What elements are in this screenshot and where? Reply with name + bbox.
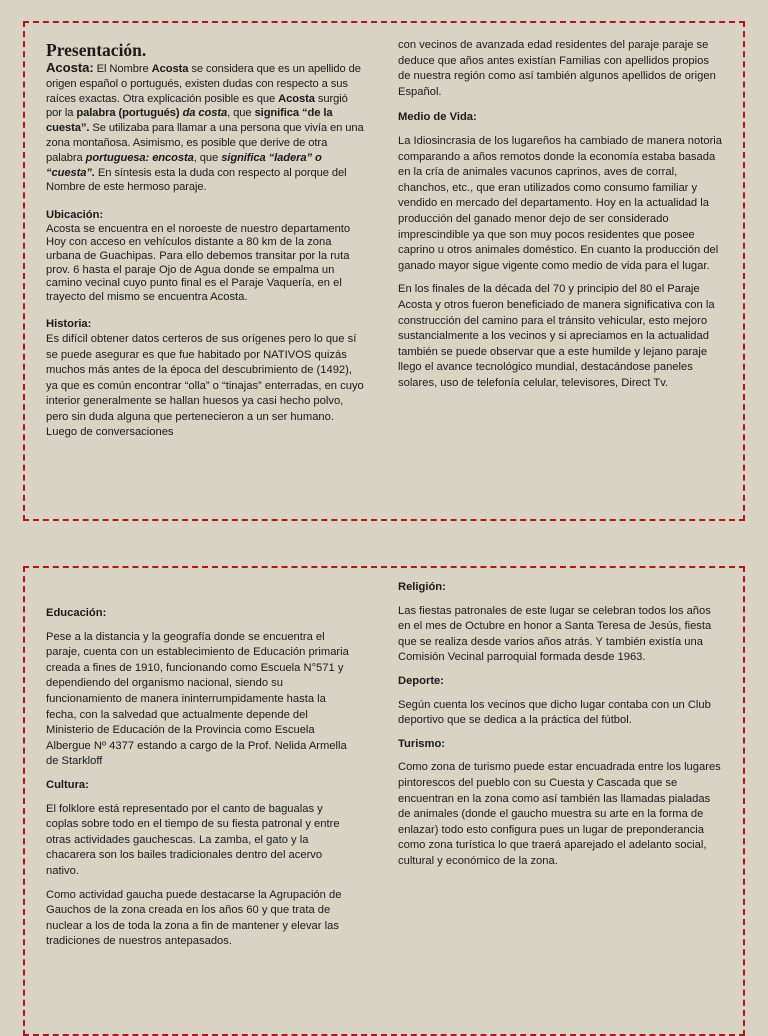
presentation-lead: Acosta:: [46, 60, 94, 75]
right-column: [398, 38, 724, 391]
deporte-text: Según cuenta los vecinos que dicho lugar contaba con un Club deportivo que se dedica a la práctica del fútbol.: [398, 698, 711, 727]
presentation-title: Presentación.: [46, 40, 147, 60]
ubicacion-heading: Ubicación:: [46, 209, 104, 222]
historia-heading: Historia:: [46, 318, 92, 331]
text-span: surgió por la: [46, 92, 348, 120]
right-column: [398, 580, 724, 870]
religion-heading: Religión:: [398, 581, 446, 593]
cultura-p1: El folklore está representado por el canto de bagualas y coplas sobre todo en el tiempo de su fiesta patronal y entre otras actividades gauchescas. La zamba, el gato y la chacarera son los bailes tradicionales dentro del acervo nativo.: [46, 802, 340, 877]
text-span: Se utilizaba para llamar a una persona que vivía en una zona montañosa. Asimismo, es posible que derive de otra palabra: [46, 122, 364, 164]
ubicacion-line2: Hoy con acceso en vehículos distante a 80 km de la zona urbana de Guachipas. Para ello debemos transitar por la ruta prov. 6 hasta el paraje Ojo de Agua donde se empalma un camino vecinal cuyo punto final es el Paraje Vaquería, en el trayecto del mismo se encuentra Acosta.: [46, 236, 350, 303]
bold-italic-span: significa “ladera” o “cuesta”.: [46, 151, 322, 179]
medio-de-vida-p2: En los finales de la década del 70 y principio del 80 el Paraje Acosta y otros fueron beneficiado de manera significativa con la construcción del camino para el tránsito vehicular, esto mejoro sustancialmente a los vecinos y si apreciamos en la actualidad también se puede observar que a este humilde y lejano paraje llego el avance tecnológico mundial, destacándose paneles solares, uso de telefonía celular, televisores, Direct Tv.: [398, 283, 715, 389]
page-panel-1: [23, 21, 745, 521]
historia-text: Es difícil obtener datos certeros de sus orígenes pero lo que sí se puede asegurar es que fue habitado por NATIVOS quizás muchos más antes de la época del descubrimiento de (1492), ya que es común encontrar “olla” o “tinajas” enterradas, en cuyo interior generalmente se hallan huesos ya casi hecho polvo, pero sin duda alguna que pertenecieron a un ser humano. Luego de conversaciones: [46, 332, 364, 439]
historia-continuation: con vecinos de avanzada edad residentes del paraje paraje se deduce que años antes existían Familias con apellidos propios de nuestra región como así también algunos apellidos de origen Español.: [398, 39, 716, 98]
left-column: [46, 606, 354, 950]
text-span: se considera que es un apellido de origen español o portugués, existen dudas con respecto a sus raíces exactas. Otra explicación posible es que: [46, 63, 361, 105]
text-span: El Nombre: [93, 63, 152, 75]
page-panel-2: [23, 566, 745, 1036]
cultura-p2: Como actividad gaucha puede destacarse la Agrupación de Gauchos de la zona creada en los años 60 y que trata de nuclear a los de toda la zona a fin de mantener y elevar las tradiciones de nuestros antepasados.: [46, 888, 342, 948]
bold-span: Acosta: [151, 63, 189, 75]
left-column: [46, 39, 364, 441]
text-span: En síntesis esta la duda con respecto al porque del Nombre de este hermoso paraje.: [46, 166, 347, 194]
educacion-text: Pese a la distancia y la geografía donde se encuentra el paraje, cuenta con un establecimiento de Educación primaria creada a fines de 1910, funcionando como Escuela N°571 y dependiendo del organismo nacional, siendo su funcionamiento de manera ininterrumpidamente hasta la fecha, con la salvedad que actualmente depende del Ministerio de Educación de la Provincia como Escuela Albergue Nº 4377 estando a cargo de la Prof. Nelida Armella de Starkloff: [46, 630, 349, 768]
turismo-heading: Turismo:: [398, 737, 446, 750]
bold-italic-span: portuguesa: encosta: [85, 151, 194, 164]
text-span: , que: [193, 151, 222, 164]
bold-span: Acosta: [278, 92, 315, 105]
text-span: , que: [227, 107, 255, 120]
medio-de-vida-p1: La Idiosincrasia de los lugareños ha cambiado de manera notoria comparando a años remotos donde la economía estaba basada en la cría de animales vacunos caprinos, aves de corral, chanchos, etc., que eran utilizados como consumo familiar y vendido en mercado del departamento. Hoy en la actualidad la producción del ganado menor dejo de ser considerado imprescindible ya que son muy pocos residentes que posee caprino u otros animales doméstico. En cuanto la producción del ganado mayor sigue vigente como medio de vida para el lugar.: [398, 134, 723, 272]
turismo-text: Como zona de turismo puede estar encuadrada entre los lugares pintorescos del pueblo con su Cuesta y Cascada que se encuentran en la zona como así también las llamadas pialadas de animales (donde el gaucho muestra su arte en la forma de enlazar) todo esto configura pues un lugar de preponderancia como zona turística lo que traerá aparejado el adelanto social, cultural y económico de la zona.: [398, 761, 721, 867]
bold-span: significa “de la cuesta”.: [46, 107, 333, 135]
educacion-heading: Educación:: [46, 607, 107, 619]
presentation-text: [46, 61, 364, 195]
bold-span: palabra (portugués): [76, 107, 183, 120]
cultura-heading: Cultura:: [46, 778, 89, 791]
bold-italic-span: da costa: [182, 107, 228, 120]
ubicacion-line1: Acosta se encuentra en el noroeste de nuestro departamento: [46, 222, 351, 235]
deporte-heading: Deporte:: [398, 674, 444, 687]
religion-text: Las fiestas patronales de este lugar se celebran todos los años en el mes de Octubre en honor a Santa Teresa de Jesús, fiesta que se realiza desde varios años atrás. Y también existía una Comisión Vecinal parroquial formada desde 1963.: [398, 604, 712, 664]
medio-de-vida-heading: Medio de Vida:: [398, 111, 477, 124]
